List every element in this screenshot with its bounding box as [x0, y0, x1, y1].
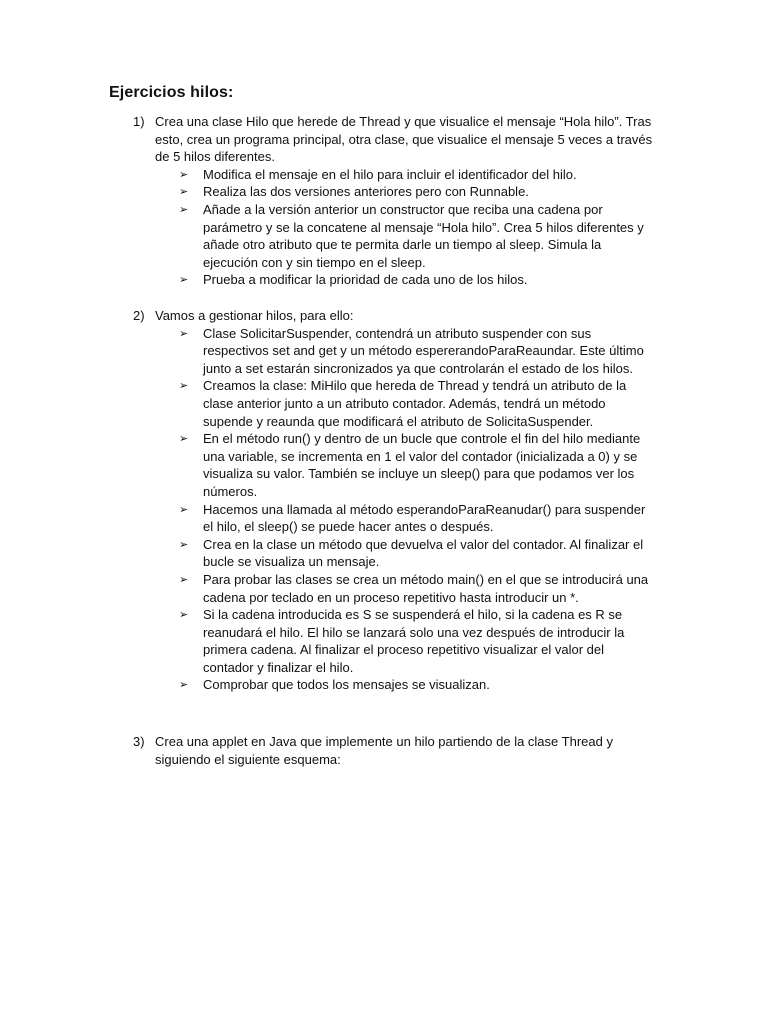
exercise-text: Crea una applet en Java que implemente un hilo partiendo de la clase Thread y siguiendo el siguiente esquema: — [155, 734, 613, 767]
bullet-text: Hacemos una llamada al método esperandoParaReanudar() para suspender el hilo, el sleep() se puede hacer antes o después. — [203, 501, 646, 535]
arrow-bullet-icon: ➢ — [179, 537, 189, 551]
list-item — [179, 676, 653, 694]
list-item — [179, 536, 653, 571]
arrow-bullet-icon: ➢ — [179, 572, 189, 586]
list-item — [179, 166, 653, 184]
arrow-bullet-icon: ➢ — [179, 167, 189, 181]
bullet-text: En el método run() y dentro de un bucle que controle el fin del hilo mediante una variable, se incrementa en 1 el valor del contador (inicializada a 0) y se visualiza su valor. También se incluye un sleep() para que podamos ver los números. — [203, 431, 641, 499]
list-item — [179, 325, 653, 378]
bullet-text: Comprobar que todos los mensajes se visualizan. — [203, 677, 490, 693]
list-item — [179, 501, 653, 536]
list-item — [179, 606, 653, 676]
bullet-list — [133, 325, 653, 694]
bullet-text: Si la cadena introducida es S se suspenderá el hilo, si la cadena es R se reanudará el hilo. El hilo se lanzará solo una vez después de introducir la primera cadena. Al finalizar el proceso repetitivo visualizar el valor del contador y finalizar el hilo. — [203, 607, 625, 675]
arrow-bullet-icon: ➢ — [179, 273, 189, 287]
list-item — [179, 271, 653, 289]
exercise-text: Vamos a gestionar hilos, para ello: — [155, 308, 354, 323]
bullet-text: Realiza las dos versiones anteriores pero con Runnable. — [203, 184, 529, 200]
list-item — [179, 571, 653, 606]
exercise-number: 3) — [133, 734, 145, 749]
exercise-2 — [133, 307, 653, 694]
bullet-text: Añade a la versión anterior un constructor que reciba una cadena por parámetro y se la concatene al mensaje “Hola hilo”. Crea 5 hilos diferentes y añade otro atributo que te permita darle un tiempo al sleep. Simula la ejecución con y sin tiempo en el sleep. — [203, 201, 644, 270]
bullet-text: Para probar las clases se crea un método main() en el que se introducirá una cadena por teclado en un proceso repetitivo hasta introducir un *. — [203, 571, 649, 605]
bullet-text: Creamos la clase: MiHilo que hereda de Thread y tendrá un atributo de la clase anterior junto a un atributo contador. Además, tendrá un método supende y reaunda que modificará el atributo de SolicitaSuspender. — [203, 378, 627, 429]
list-item — [179, 201, 653, 271]
bullet-list — [133, 166, 653, 289]
list-item — [179, 430, 653, 500]
exercise-3 — [133, 733, 653, 768]
arrow-bullet-icon: ➢ — [179, 502, 189, 516]
arrow-bullet-icon: ➢ — [179, 326, 189, 340]
bullet-text: Prueba a modificar la prioridad de cada uno de los hilos. — [203, 272, 528, 288]
bullet-text: Clase SolicitarSuspender, contendrá un atributo suspender con sus respectivos set and get y un método espererandoParaReaundar. Este último junto a set estarán sincronizados ya que controlarán el estado de los hilos. — [203, 325, 644, 376]
exercise-number: 1) — [133, 114, 145, 129]
arrow-bullet-icon: ➢ — [179, 379, 189, 393]
arrow-bullet-icon: ➢ — [179, 202, 189, 216]
exercise-number: 2) — [133, 308, 145, 323]
arrow-bullet-icon: ➢ — [179, 678, 189, 692]
arrow-bullet-icon: ➢ — [179, 608, 189, 622]
exercise-text: Crea una clase Hilo que herede de Thread y que visualice el mensaje “Hola hilo”. Tras esto, crea un programa principal, otra clase, que visualice el mensaje 5 veces a través de 5 hilos diferentes. — [155, 114, 653, 165]
arrow-bullet-icon: ➢ — [179, 185, 189, 199]
arrow-bullet-icon: ➢ — [179, 432, 189, 446]
bullet-text: Crea en la clase un método que devuelva el valor del contador. Al finalizar el bucle se visualiza un mensaje. — [203, 536, 644, 570]
exercise-1 — [133, 113, 653, 289]
bullet-text: Modifica el mensaje en el hilo para incluir el identificador del hilo. — [203, 166, 577, 182]
list-item — [179, 183, 653, 201]
page-title: Ejercicios hilos: — [109, 84, 234, 101]
list-item — [179, 377, 653, 430]
